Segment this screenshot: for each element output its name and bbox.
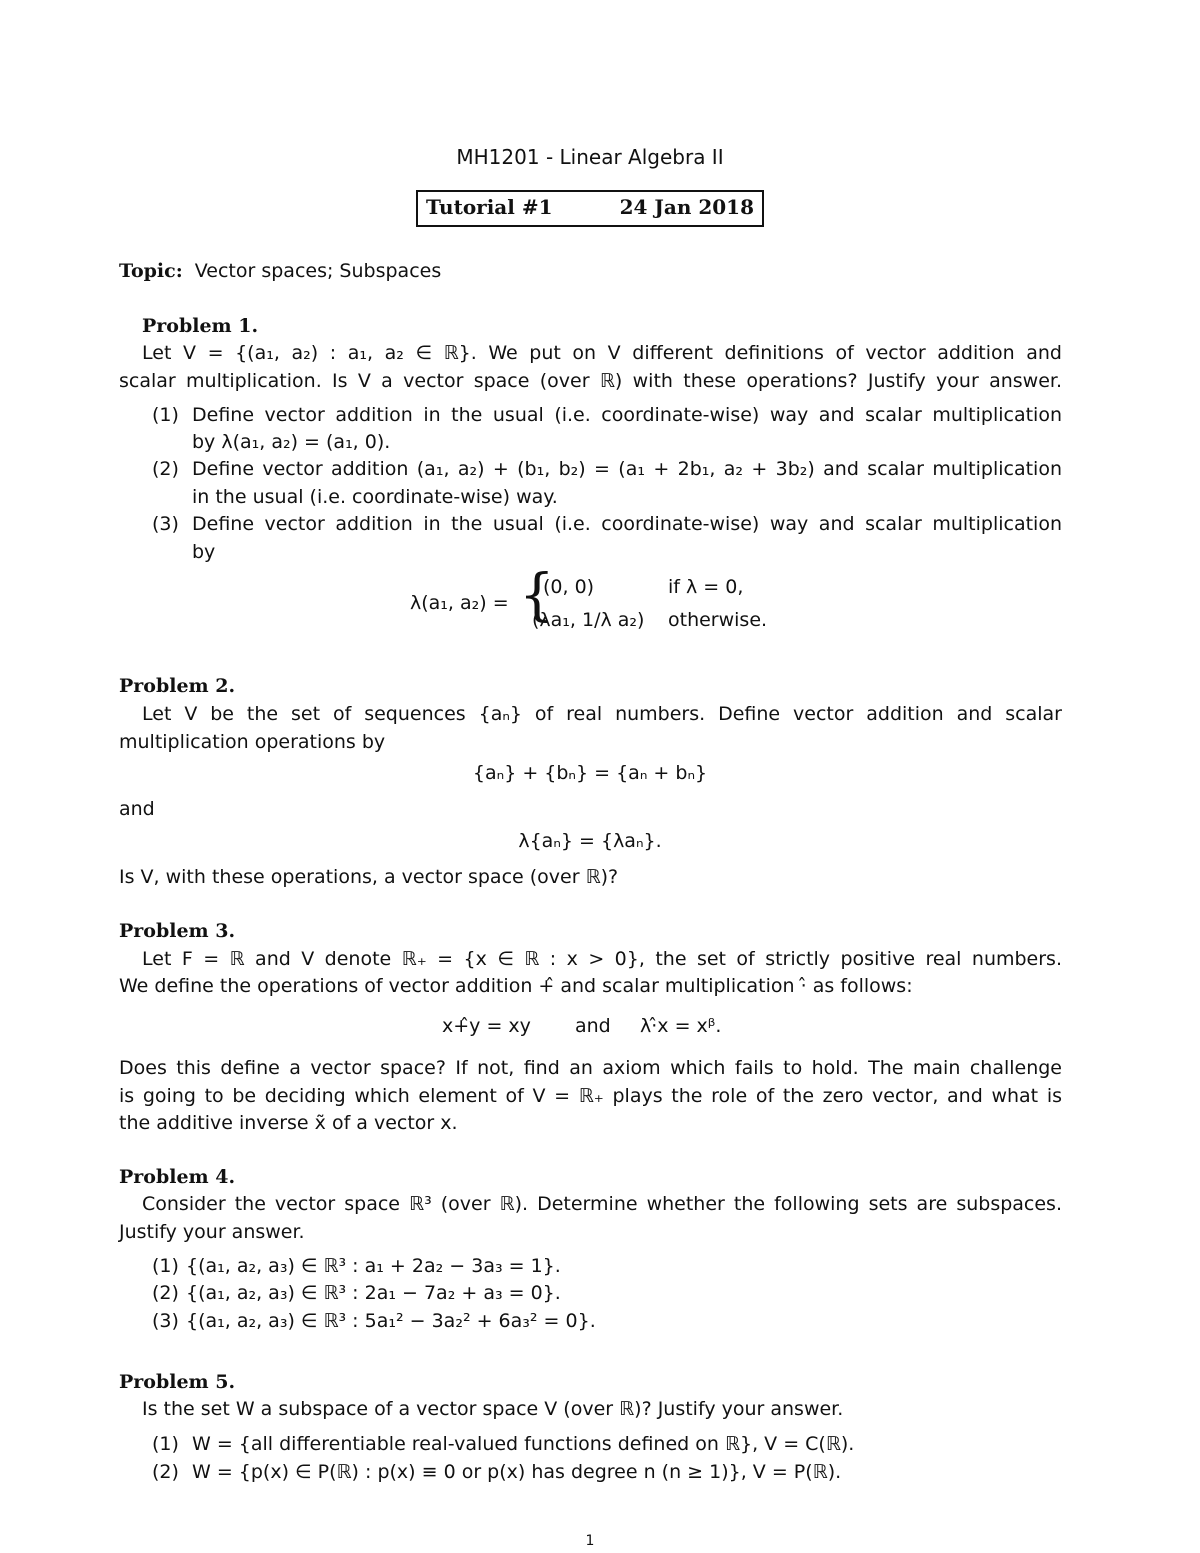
problem3-line3: Does this define a vector space? If not, find an axiom which fails to hold. The main challenge (119, 1057, 1062, 1079)
problem2-and: and (119, 798, 155, 820)
problem1-item3-line1: Define vector addition in the usual (i.e. coordinate-wise) way and scalar multiplication (192, 513, 1062, 535)
problem5-line1: Is the set W a subspace of a vector space V (over ℝ)? Justify your answer. (142, 1398, 844, 1420)
problem4-line1: Consider the vector space ℝ³ (over ℝ). Determine whether the following sets are subspaces. (142, 1193, 1062, 1215)
problem5-heading: Problem 5. (119, 1371, 236, 1393)
page-number: 1 (585, 1533, 595, 1549)
problem3-equation-and: and (575, 1015, 611, 1037)
problem1-item2-line1: Define vector addition (a₁, a₂) + (b₁, b₂) = (a₁ + 2b₁, a₂ + 3b₂) and scalar multiplication (192, 458, 1062, 480)
problem4-item2-number: (2) (152, 1282, 179, 1304)
problem2-question: Is V, with these operations, a vector space (over ℝ)? (119, 866, 619, 888)
problem1-item3-number: (3) (152, 513, 179, 535)
problem3-equation-left: x+̂y = xy (442, 1015, 531, 1037)
problem1-item1-line2: by λ(a₁, a₂) = (a₁, 0). (192, 431, 391, 453)
problem3-equation-right: λ·̂x = xᵝ. (640, 1015, 722, 1037)
problem4-item3-text: {(a₁, a₂, a₃) ∈ ℝ³ : 5a₁² − 3a₂² + 6a₃² = 0}. (186, 1310, 596, 1332)
problem1-item2-number: (2) (152, 458, 179, 480)
problem2-heading: Problem 2. (119, 675, 236, 697)
problem5-item2-text: W = {p(x) ∈ P(ℝ) : p(x) ≡ 0 or p(x) has degree n (n ≥ 1)}, V = P(ℝ). (192, 1461, 842, 1483)
problem1-item1-number: (1) (152, 404, 179, 426)
tutorial-date: 24 Jan 2018 (619, 195, 754, 219)
problem3-line5: the additive inverse x̃ of a vector x. (119, 1112, 458, 1134)
tutorial-label: Tutorial #1 (426, 195, 553, 219)
problem3-heading: Problem 3. (119, 920, 236, 942)
problem5-item1-number: (1) (152, 1433, 179, 1455)
problem1-item2-line2: in the usual (i.e. coordinate-wise) way. (192, 486, 558, 508)
problem3-line2: We define the operations of vector addition +̂ and scalar multiplication ·̂ as follows: (119, 975, 913, 997)
problem1-case1-value: (0, 0) (543, 576, 595, 598)
problem5-item1-text: W = {all differentiable real-valued functions defined on ℝ}, V = C(ℝ). (192, 1433, 855, 1455)
problem2-line2: multiplication operations by (119, 731, 386, 753)
problem4-item3-number: (3) (152, 1310, 179, 1332)
topic-text: Vector spaces; Subspaces (194, 260, 442, 282)
problem1-case2-value: (λa₁, 1/λ a₂) (532, 609, 645, 631)
topic-line (119, 262, 441, 281)
problem5-item2-number: (2) (152, 1461, 179, 1483)
problem4-item1-text: {(a₁, a₂, a₃) ∈ ℝ³ : a₁ + 2a₂ − 3a₃ = 1}. (186, 1255, 561, 1277)
problem3-line4: is going to be deciding which element of V = ℝ₊ plays the role of the zero vector, and what is (119, 1085, 1062, 1107)
left-brace-icon: { (519, 563, 555, 628)
problem1-case1-condition: if λ = 0, (668, 576, 744, 598)
problem1-intro-line2: scalar multiplication. Is V a vector space (over ℝ) with these operations? Justify your answer. (119, 370, 1062, 392)
problem4-item1-number: (1) (152, 1255, 179, 1277)
problem1-heading: Problem 1. (142, 315, 259, 337)
course-title: MH1201 - Linear Algebra II (456, 145, 724, 169)
problem4-heading: Problem 4. (119, 1166, 236, 1188)
problem2-equation2: λ{aₙ} = {λaₙ}. (518, 830, 662, 852)
problem1-item3-line2: by (192, 541, 216, 563)
problem1-case2-condition: otherwise. (668, 609, 768, 631)
problem1-intro-line1: Let V = {(a₁, a₂) : a₁, a₂ ∈ ℝ}. We put on V different definitions of vector addition and (142, 342, 1062, 364)
problem2-equation1: {aₙ} + {bₙ} = {aₙ + bₙ} (472, 762, 708, 784)
tutorial-box (416, 190, 764, 227)
problem3-line1: Let F = ℝ and V denote ℝ₊ = {x ∈ ℝ : x > 0}, the set of strictly positive real numbers. (142, 948, 1062, 970)
topic-label: Topic: (119, 260, 183, 282)
problem4-line2: Justify your answer. (119, 1221, 305, 1243)
problem1-item1-line1: Define vector addition in the usual (i.e. coordinate-wise) way and scalar multiplication (192, 404, 1062, 426)
problem2-line1: Let V be the set of sequences {aₙ} of real numbers. Define vector addition and scalar (142, 703, 1062, 725)
problem4-item2-text: {(a₁, a₂, a₃) ∈ ℝ³ : 2a₁ − 7a₂ + a₃ = 0}. (186, 1282, 561, 1304)
problem1-formula-lhs: λ(a₁, a₂) = (410, 592, 509, 614)
